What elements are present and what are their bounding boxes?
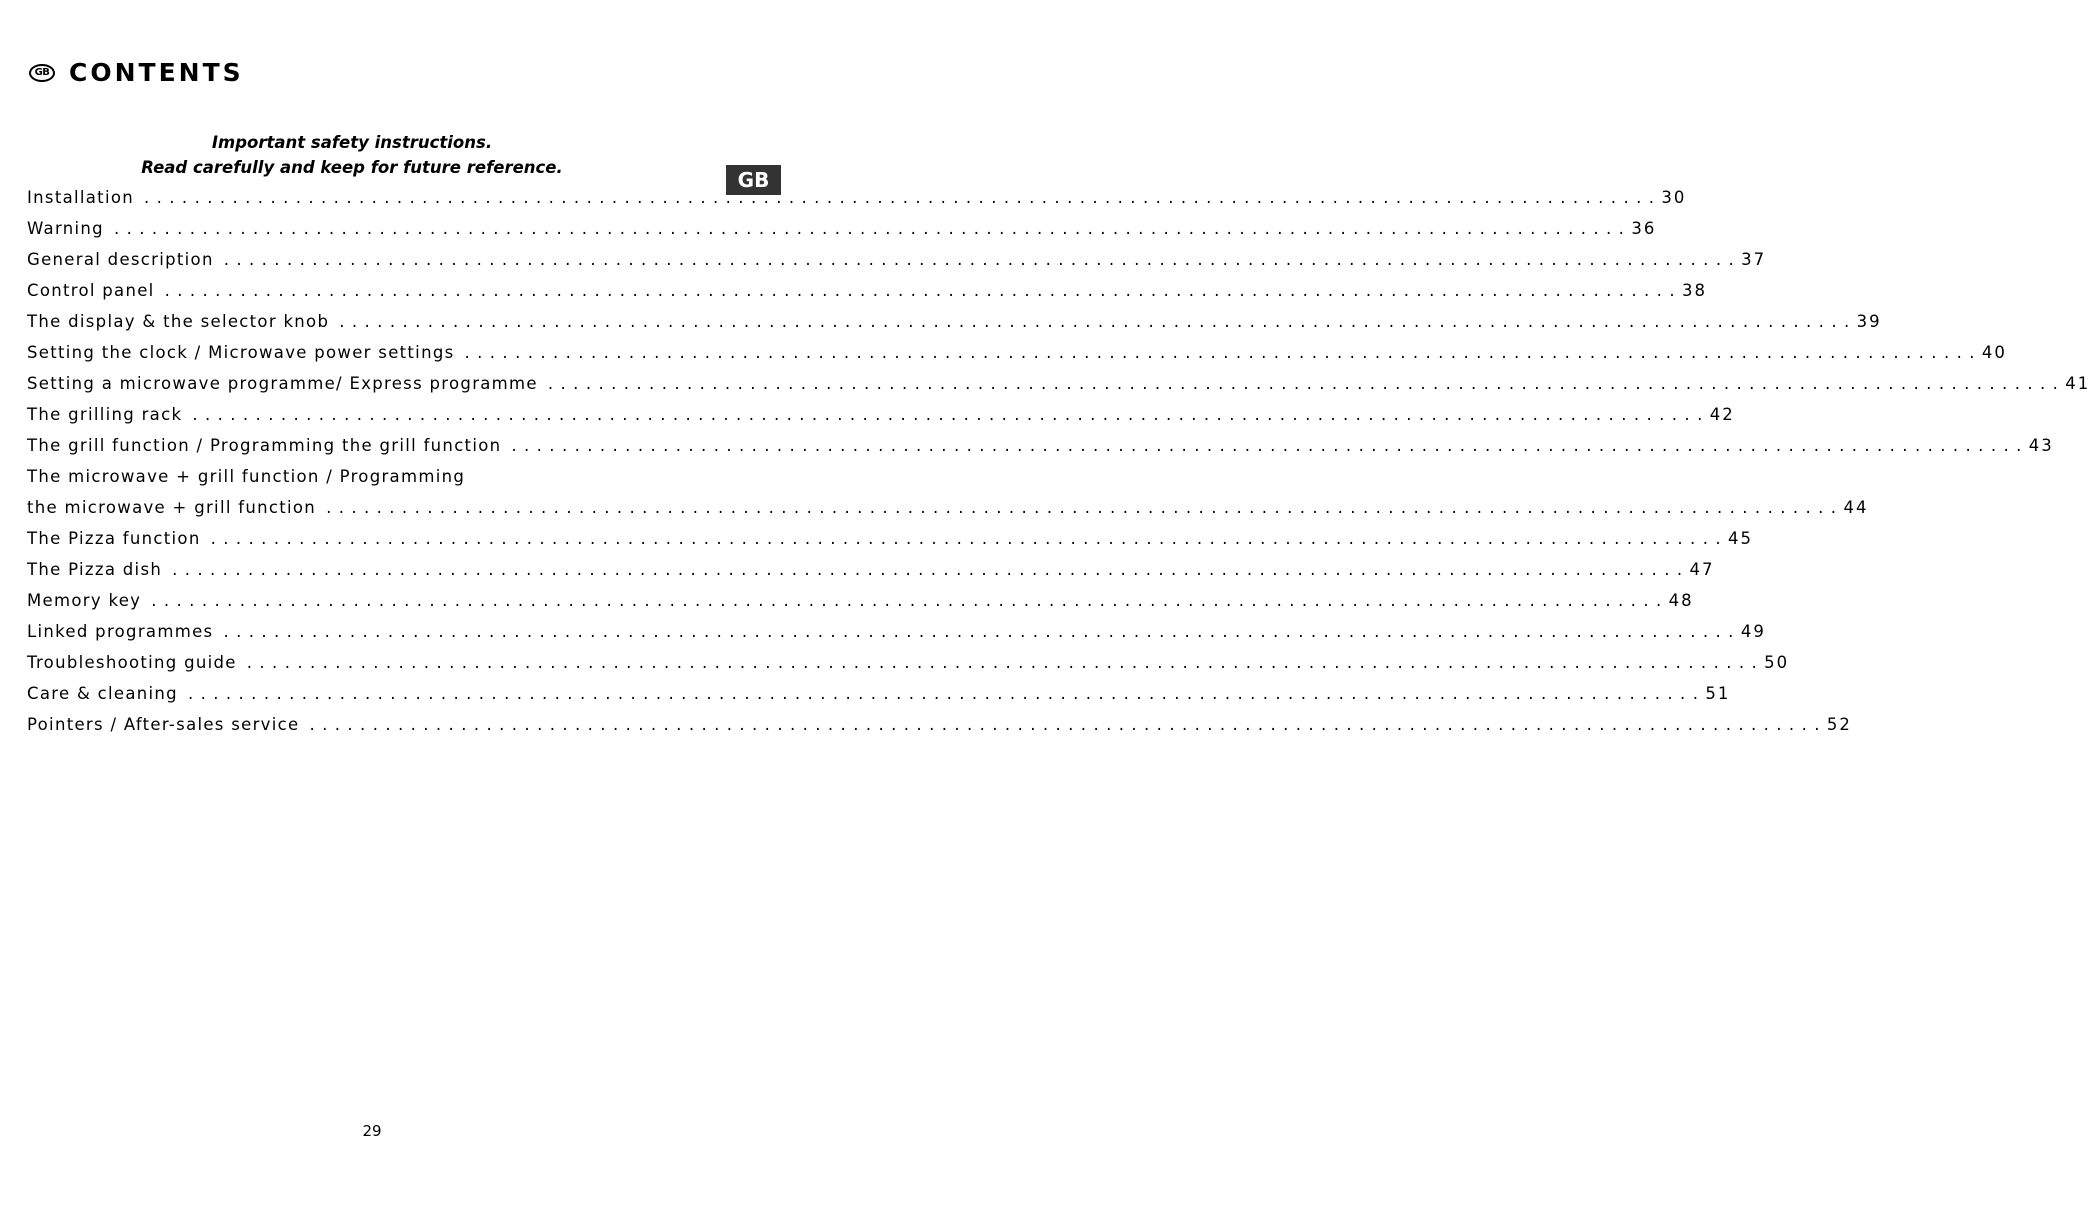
safety-intro-line-2: Read carefully and keep for future reference. xyxy=(141,158,563,177)
toc-entry-page: 52 xyxy=(1826,715,1852,734)
toc-entry-page: 39 xyxy=(1856,312,1882,331)
toc-leader-dots: ........................................................................................................................ xyxy=(246,653,1765,672)
toc-entry-page: 51 xyxy=(1705,684,1731,703)
toc-entry-label: the microwave + grill function xyxy=(27,498,317,517)
toc-entry[interactable] xyxy=(27,430,2054,461)
page-header xyxy=(29,58,244,87)
toc-entry[interactable] xyxy=(27,647,1790,678)
toc-entry-page: 44 xyxy=(1843,498,1869,517)
toc-entry-label: Troubleshooting guide xyxy=(27,653,237,672)
gb-side-tab: GB xyxy=(726,165,781,195)
page-title: CONTENTS xyxy=(69,58,244,87)
toc-entry-page: 48 xyxy=(1668,591,1694,610)
toc-leader-dots: ........................................................................................................................ xyxy=(309,715,1827,734)
page-number: 29 xyxy=(362,1122,382,1140)
toc-leader-dots: ........................................................................................................................ xyxy=(172,560,1690,579)
toc-entry[interactable] xyxy=(27,554,1715,585)
toc-entry-label: Setting a microwave programme/ Express programme xyxy=(27,374,538,393)
toc-entry-label: The microwave + grill function / Programming xyxy=(27,467,466,486)
toc-entry[interactable] xyxy=(27,616,1766,647)
toc-entry-page: 30 xyxy=(1661,188,1687,207)
toc-leader-dots: ........................................................................................................................ xyxy=(144,188,1662,207)
toc-entry-page: 41 xyxy=(2065,374,2090,393)
toc-entry[interactable] xyxy=(27,368,2090,399)
toc-entry-label: The grill function / Programming the grill function xyxy=(27,436,502,455)
toc-entry[interactable] xyxy=(27,275,1707,306)
toc-leader-dots: ........................................................................................................................ xyxy=(210,529,1728,548)
toc-entry-label: Care & cleaning xyxy=(27,684,178,703)
toc-entry-label: Setting the clock / Microwave power settings xyxy=(27,343,455,362)
toc-entry[interactable] xyxy=(27,492,1869,523)
toc-entry[interactable] xyxy=(27,306,1882,337)
toc-leader-dots: ........................................................................................................................ xyxy=(223,622,1741,641)
toc-entry[interactable] xyxy=(27,244,1767,275)
toc-entry[interactable] xyxy=(27,461,678,492)
toc-entry[interactable] xyxy=(27,399,1735,430)
toc-leader-dots: ........................................................................................................................ xyxy=(547,374,2066,393)
toc-entry-label: Pointers / After-sales service xyxy=(27,715,300,734)
toc-entry-page: 37 xyxy=(1741,250,1767,269)
toc-entry-page: 43 xyxy=(2028,436,2054,455)
toc-entry-label: Memory key xyxy=(27,591,142,610)
toc-entry[interactable] xyxy=(27,709,1852,740)
gb-country-badge: GB xyxy=(29,64,55,82)
toc-leader-dots: ........................................................................................................................ xyxy=(223,250,1742,269)
toc-entry[interactable] xyxy=(27,182,1687,213)
toc-entry-page: 47 xyxy=(1689,560,1715,579)
toc-leader-dots: ........................................................................................................................ xyxy=(511,436,2029,455)
toc-entry-label: Warning xyxy=(27,219,104,238)
toc-leader-dots: ........................................................................................................................ xyxy=(113,219,1632,238)
toc-entry-page: 40 xyxy=(1981,343,2007,362)
toc-leader-dots: ........................................................................................................................ xyxy=(164,281,1682,300)
toc-entry-page: 36 xyxy=(1631,219,1657,238)
toc-entry-page: 49 xyxy=(1740,622,1766,641)
toc-leader-dots: ........................................................................................................................ xyxy=(187,684,1706,703)
toc-leader-dots: ........................................................................................................................ xyxy=(339,312,1857,331)
toc-entry-label: The Pizza dish xyxy=(27,560,163,579)
toc-entry-page: 45 xyxy=(1727,529,1753,548)
toc-entry-page: 50 xyxy=(1764,653,1790,672)
toc-leader-dots: ........................................................................................................................ xyxy=(326,498,1844,517)
safety-intro-line-1: Important safety instructions. xyxy=(211,133,493,152)
toc-entry-label: The Pizza function xyxy=(27,529,201,548)
toc-entry-label: The display & the selector knob xyxy=(27,312,330,331)
toc-entry-label: The grilling rack xyxy=(27,405,183,424)
toc-entry-label: General description xyxy=(27,250,214,269)
toc-entry[interactable] xyxy=(27,213,1657,244)
toc-entry[interactable] xyxy=(27,678,1731,709)
toc-entry[interactable] xyxy=(27,337,2007,368)
toc-leader-dots: ........................................................................................................................ xyxy=(464,343,1982,362)
toc-entry[interactable] xyxy=(27,523,1753,554)
toc-leader-dots: ........................................................................................................................ xyxy=(192,405,1710,424)
toc-leader-dots: ........................................................................................................................ xyxy=(151,591,1669,610)
toc-entry-page: 38 xyxy=(1681,281,1707,300)
toc-entry-page: 42 xyxy=(1709,405,1735,424)
toc-entry-label: Control panel xyxy=(27,281,155,300)
toc-entry[interactable] xyxy=(27,585,1694,616)
safety-intro xyxy=(27,130,677,180)
toc-entry-label: Linked programmes xyxy=(27,622,214,641)
table-of-contents xyxy=(27,182,2090,740)
toc-entry-label: Installation xyxy=(27,188,134,207)
